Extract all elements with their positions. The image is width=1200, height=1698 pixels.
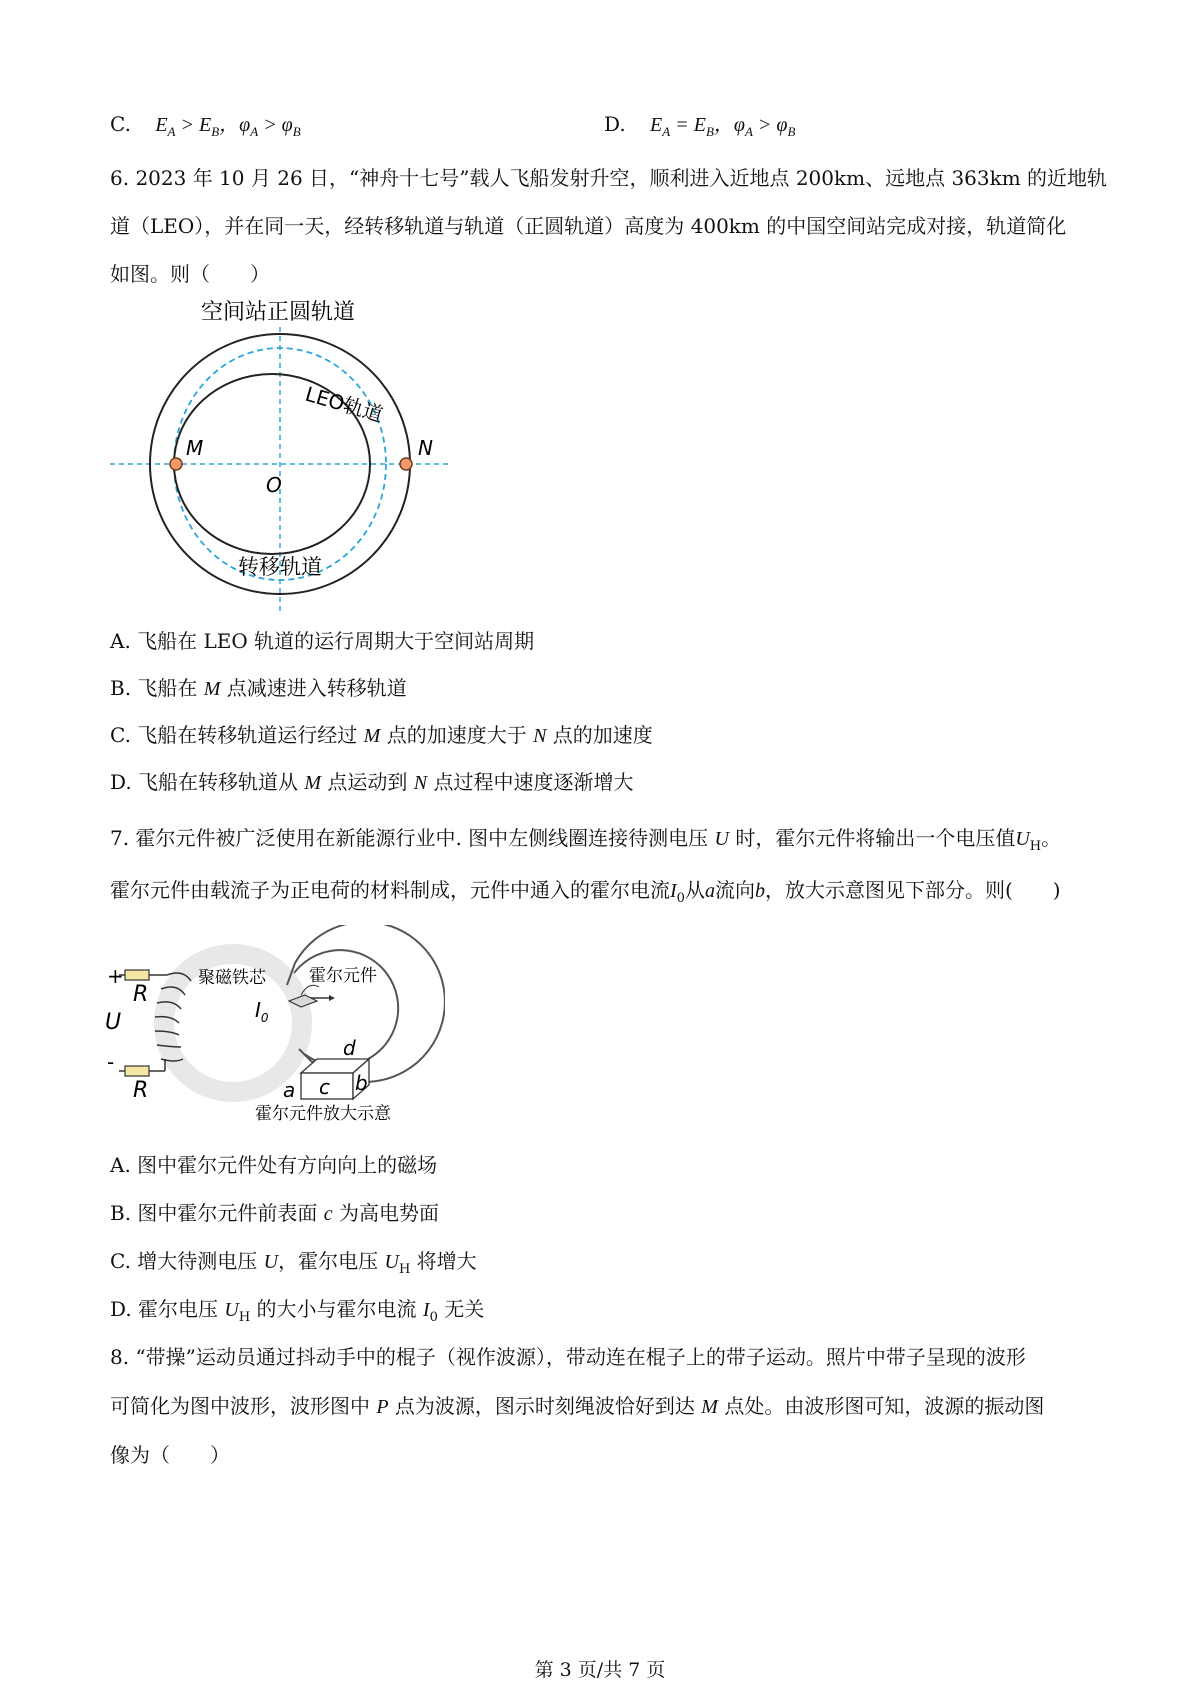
q5-option-c: C. $E_A > E_B$，$\varphi_A > \varphi_B$ xyxy=(110,112,301,139)
transfer-orbit-label: 转移轨道 xyxy=(238,555,322,579)
r-label-top: R xyxy=(133,982,149,1007)
q7-stem-line-1: 7. 霍尔元件被广泛使用在新能源行业中. 图中左侧线圈连接待测电压 U 时，霍尔元件将输出一个电压值$U_H$。 xyxy=(110,826,1062,854)
q6-stem-line-1: 6. 2023 年 10 月 26 日，“神舟十七号”载人飞船发射升空，顺利进入近地点 200km、远地点 363km 的近地轨 xyxy=(110,166,1108,190)
o-label: O xyxy=(266,473,282,497)
q7-option-a: A. 图中霍尔元件处有方向向上的磁场 xyxy=(110,1153,438,1177)
resistor-bottom xyxy=(125,1066,149,1076)
q6-stem-line-3: 如图。则（ ） xyxy=(110,262,270,286)
point-m xyxy=(170,458,182,470)
magnified-caption: 霍尔元件放大示意 xyxy=(255,1104,391,1124)
q8-stem-line-2: 可简化为图中波形，波形图中 P 点为波源，图示时刻绳波恰好到达 M 点处。由波形图可知，波源的振动图 xyxy=(110,1394,1045,1418)
q7-option-d: D. 霍尔电压 $U_H$ 的大小与霍尔电流 $I_0$ 无关 xyxy=(110,1297,485,1325)
face-c-label: c xyxy=(319,1075,330,1099)
core-label: 聚磁铁芯 xyxy=(198,968,266,988)
space-station-orbit-title: 空间站正圆轨道 xyxy=(200,300,356,325)
face-b-label: b xyxy=(355,1071,368,1095)
r-label-bottom: R xyxy=(133,1078,149,1103)
q5-option-d-formula: $E_A = E_B$，$\varphi_A > \varphi_B$ xyxy=(650,114,796,139)
q5-option-c-formula: $E_A > E_B$，$\varphi_A > \varphi_B$ xyxy=(155,114,301,139)
leo-orbit-label: LEO轨道 xyxy=(302,381,386,427)
hall-element-label: 霍尔元件 xyxy=(309,966,377,986)
q7-option-c: C. 增大待测电压 U，霍尔电压 $U_H$ 将增大 xyxy=(110,1249,477,1277)
point-n xyxy=(400,458,412,470)
q8-stem-line-1: 8. “带操”运动员通过抖动手中的棍子（视作波源），带动连在棍子上的带子运动。照片中带子呈现的波形 xyxy=(110,1345,1026,1369)
orbit-diagram xyxy=(100,292,460,622)
hall-element-diagram xyxy=(105,925,445,1125)
minus-label: - xyxy=(107,1050,115,1074)
q6-option-a: A. 飞船在 LEO 轨道的运行周期大于空间站周期 xyxy=(110,629,535,653)
resistor-top xyxy=(125,970,149,980)
page-footer: 第 3 页/共 7 页 xyxy=(534,1659,666,1681)
q7-stem-line-2: 霍尔元件由载流子为正电荷的材料制成，元件中通入的霍尔电流$I_0$从a流向b，放大示意图见下部分。则( ) xyxy=(110,878,1061,906)
i0-label: $I_0$ xyxy=(255,998,269,1025)
q7-option-b: B. 图中霍尔元件前表面 c 为高电势面 xyxy=(110,1201,440,1225)
q6-option-b: B. 飞船在 M 点减速进入转移轨道 xyxy=(110,676,407,700)
u-label: U xyxy=(105,1010,122,1035)
face-a-label: a xyxy=(283,1078,296,1102)
n-label: N xyxy=(418,436,433,460)
q6-stem-line-2: 道（LEO），并在同一天，经转移轨道与轨道（正圆轨道）高度为 400km 的中国空间站完成对接，轨道简化 xyxy=(110,214,1067,238)
plus-label: + xyxy=(107,964,124,988)
m-label: M xyxy=(186,436,204,460)
q6-option-c: C. 飞船在转移轨道运行经过 M 点的加速度大于 N 点的加速度 xyxy=(110,723,653,747)
face-d-label: d xyxy=(343,1036,356,1060)
q6-option-d: D. 飞船在转移轨道从 M 点运动到 N 点过程中速度逐渐增大 xyxy=(110,770,634,794)
q8-stem-line-3: 像为（ ） xyxy=(110,1443,230,1467)
q5-option-d: D. $E_A = E_B$，$\varphi_A > \varphi_B$ xyxy=(604,112,796,139)
